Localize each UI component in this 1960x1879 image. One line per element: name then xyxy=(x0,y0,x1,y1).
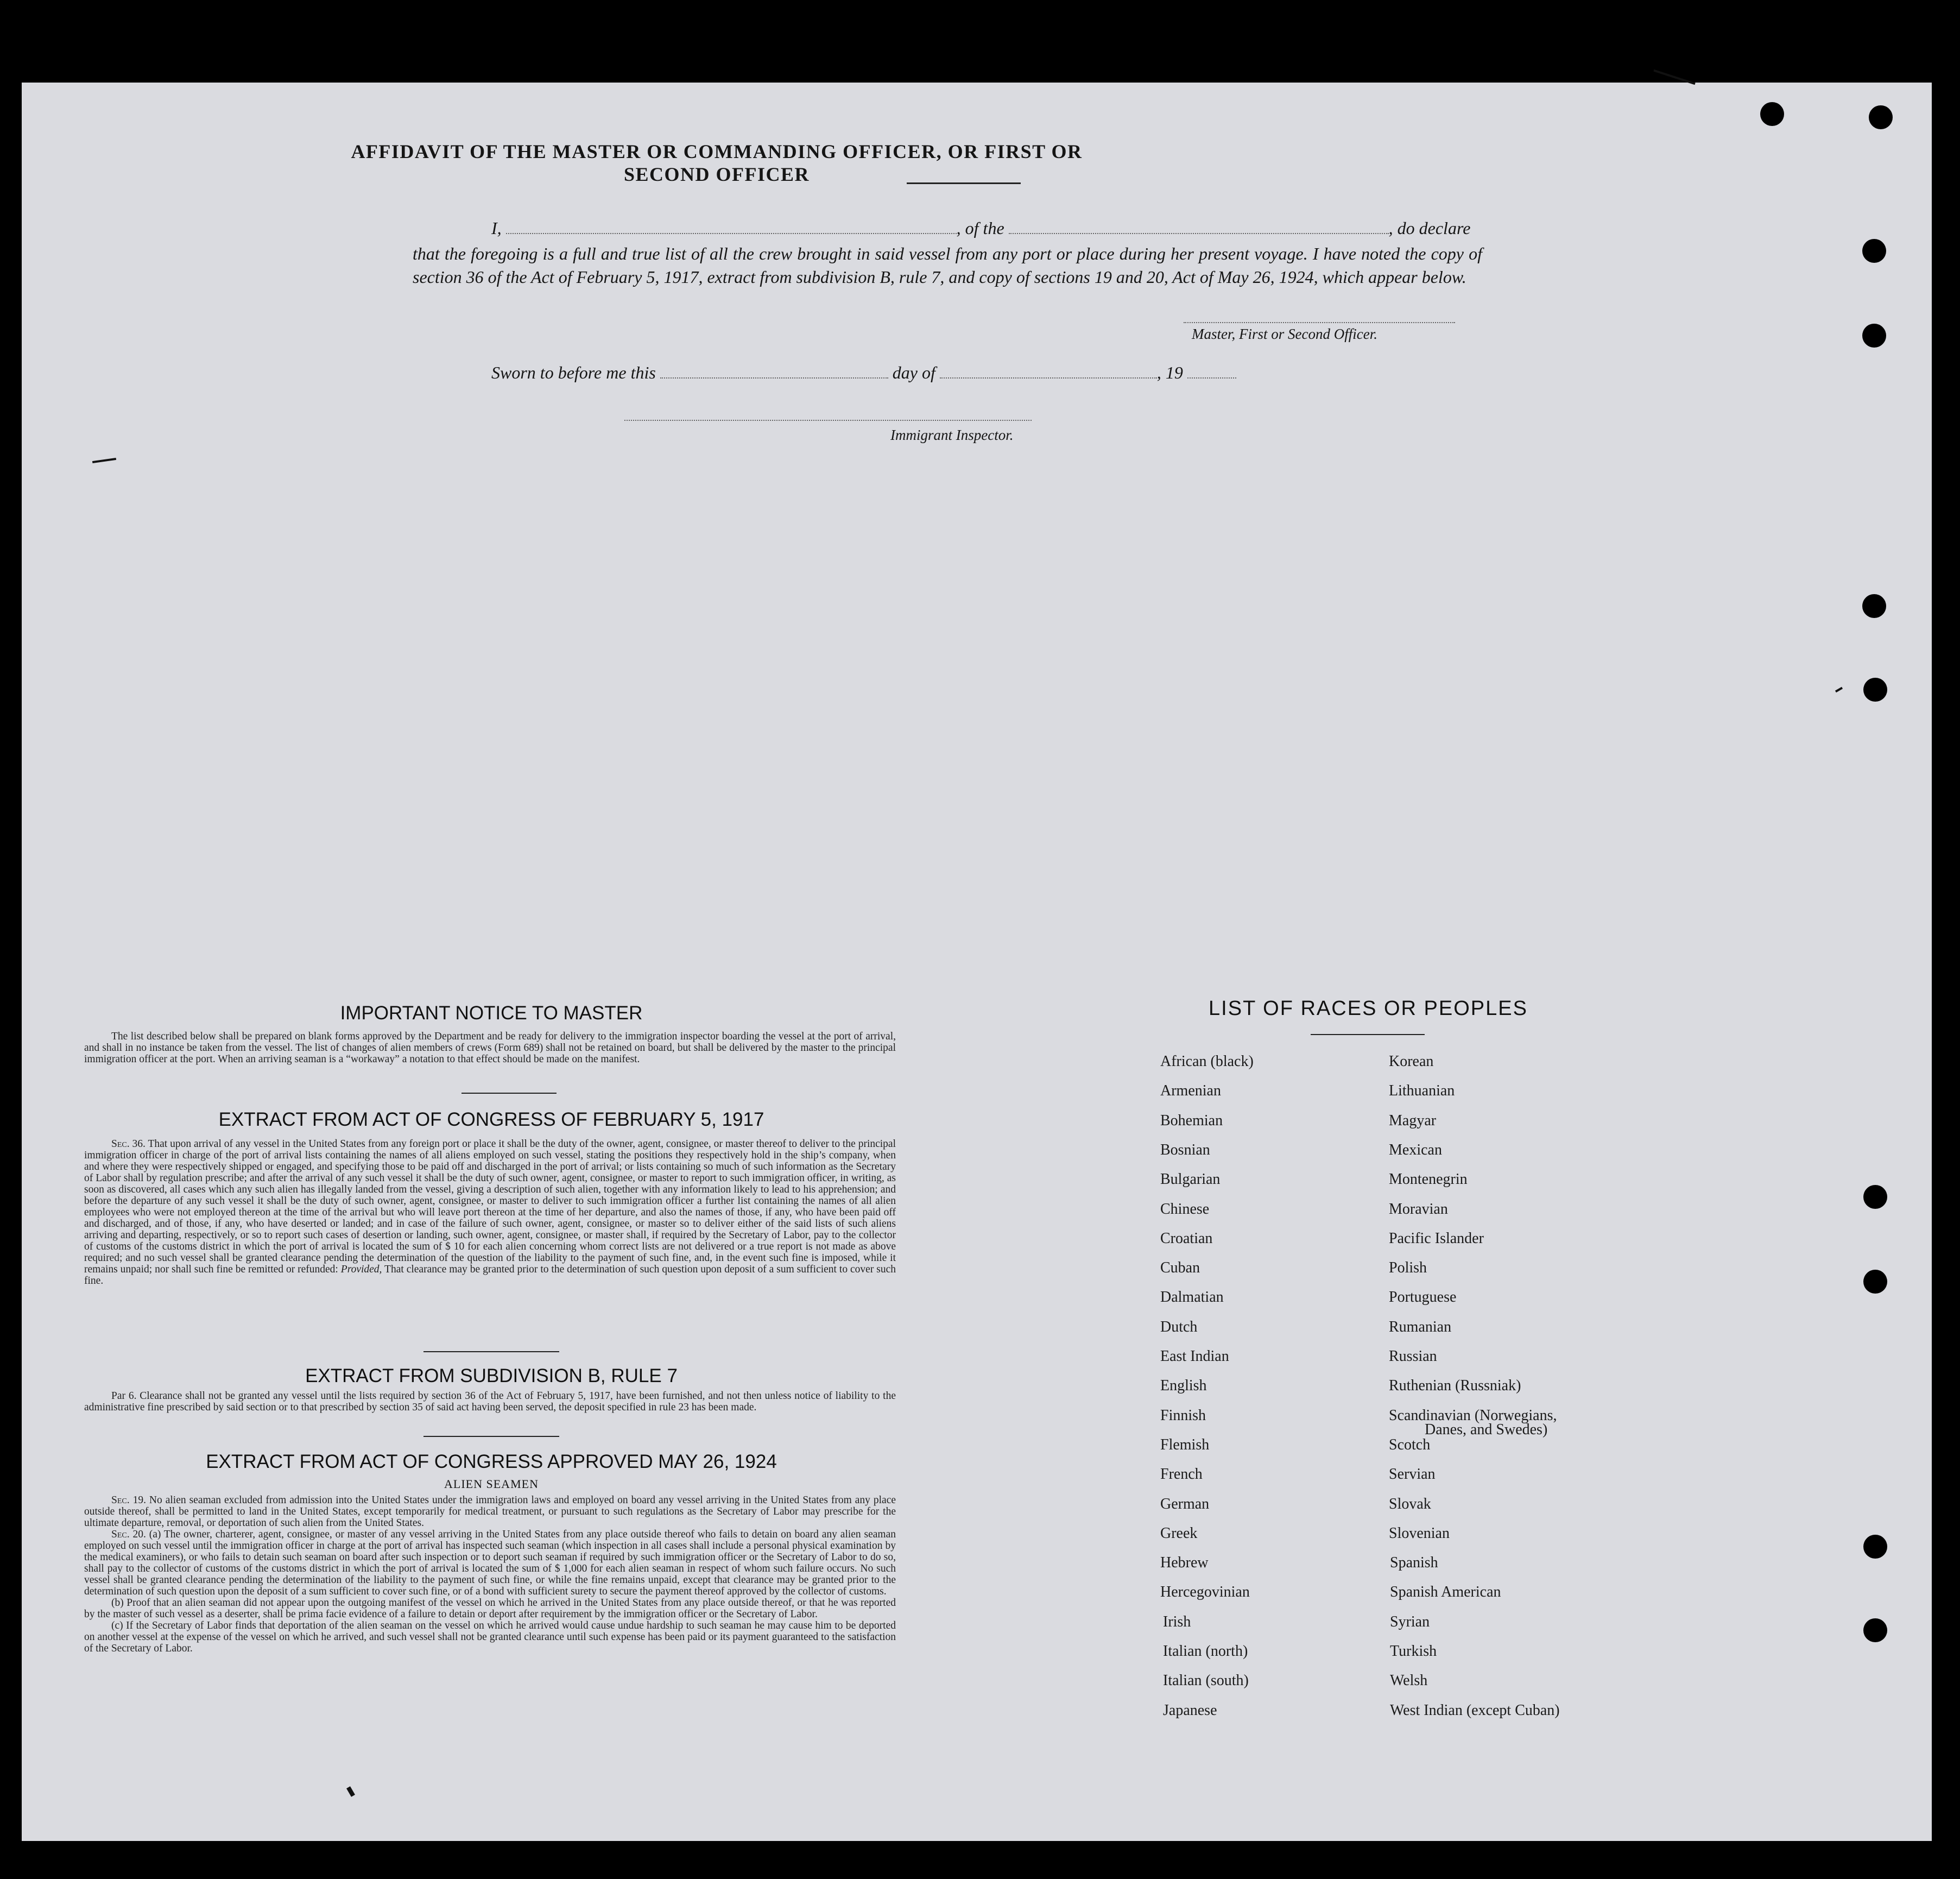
year-blank[interactable] xyxy=(1187,377,1236,379)
alien-seamen-subtitle: ALIEN SEAMEN xyxy=(444,1477,539,1491)
race-item: Armenian xyxy=(1160,1082,1221,1099)
race-item: Montenegrin xyxy=(1389,1171,1468,1188)
race-item: Syrian xyxy=(1390,1613,1430,1630)
sec-label: Sec. xyxy=(111,1529,130,1540)
binder-hole xyxy=(1862,594,1886,618)
extract-rule7-title: EXTRACT FROM SUBDIVISION B, RULE 7 xyxy=(305,1365,678,1386)
race-item: Polish xyxy=(1389,1259,1427,1276)
notice-text xyxy=(84,1031,896,1065)
race-item: Portuguese xyxy=(1389,1289,1457,1306)
sec20a-text: 20. (a) The owner, charterer, agent, consignee, or master of any vessel arriving in the United States from any place outside thereof who fails to detain on board any alien seaman employed on such vessel until the immigration officer in charge at the port of arrival has inspected such seaman (which inspection in all cases shall include a personal physical examination by the medical examiners), or who fails to detain such seaman on board after such inspection or to deport such seaman if required by such immigration officer or the Secretary of Labor to do so, shall pay to the collector of customs of the customs district in which the port of arrival is located the sum of $ 1,000 for each alien seaman in respect of whom such failure occurs. No such vessel shall be granted clearance pending the determination of the liability to the payment of such fine, or while the fine remains unpaid, except that clearance may be granted prior to the determination of such question upon the deposit of a sum sufficient to cover such fine, or of a bond with sufficient surety to secure the payment thereof approved by the collector of customs. xyxy=(84,1529,896,1597)
affidavit-title: AFFIDAVIT OF THE MASTER OR COMMANDING OFFICER, OR FIRST OR SECOND OFFICER xyxy=(351,141,1083,185)
binder-hole xyxy=(1862,324,1886,348)
sec36-text: 36. That upon arrival of any vessel in the United States from any foreign port or place it shall be the duty of the owner, agent, consignee, or master thereof to deliver to the principal immigration officer in charge of the port of arrival lists containing the names of all aliens employed on such vessel, stating the positions they respectively hold in the ship’s company, when and where they were respectively shipped or engaged, and specifying those to be paid off and discharged in the port of arrival; or lists containing so much of such information as the Secretary of Labor shall by regulation prescribe; and after the arrival of any such vessel it shall be the duty of such owner, agent, consignee, or master to report to such immigration officer, in writing, as soon as discovered, all cases which any such alien has illegally landed from the vessel, giving a description of such alien, together with any information likely to lead to his apprehension; and before the departure of any such vessel it shall be the duty of such owner, agent, consignee, or master to deliver to such immigration officer a further list containing the names of all alien employees who were not employed thereon at the time of the arrival but who will leave port thereon at the time of her departure, and also the names of those, if any, who have been paid off and discharged, and of those, if any, who have deserted or landed; and in case of the failure of such owner, agent, consignee, or master so to deliver either of the said lists of such aliens arriving and departing, respectively, or so to report such cases of desertion or landing, such owner, agent, consignee, or master shall, if required by the Secretary of Labor, pay to the collector of customs of the customs district in which the port of arrival is located the sum of $ 10 for each alien concerning whom correct lists are not delivered or a true report is not made as above required; and no such vessel shall be granted clearance pending the determination of the question of the liability to the payment of such fine, and, in the event such fine is imposed, while it remains unpaid; nor shall such fine be remitted or refunded: xyxy=(84,1138,896,1275)
race-item: Italian (south) xyxy=(1163,1672,1249,1689)
race-item: Bulgarian xyxy=(1160,1171,1221,1188)
i-label: I, xyxy=(491,218,502,238)
races-title: LIST OF RACES OR PEOPLES xyxy=(1209,997,1528,1020)
race-item: Scandinavian (Norwegians, xyxy=(1389,1407,1557,1424)
sec19-text: 19. No alien seaman excluded from admission into the United States under the immigration laws and employed on board any vessel arriving in the United States from any place outside thereof, shall be permitted to land in the United States, except temporarily for medical treatment, or pursuant to such regulations as the Secretary of Labor may prescribe for the ultimate departure, removal, or deportation of such alien from the United States. xyxy=(84,1495,896,1529)
race-item: West Indian (except Cuban) xyxy=(1390,1702,1560,1719)
race-item: Greek xyxy=(1160,1525,1198,1542)
race-item: Bohemian xyxy=(1160,1112,1223,1129)
extract-1917-title: EXTRACT FROM ACT OF CONGRESS OF FEBRUARY 5, 1917 xyxy=(218,1109,764,1130)
race-item: Dutch xyxy=(1160,1319,1198,1335)
rule7-paragraph: Par 6. Clearance shall not be granted any vessel until the lists required by section 36 of the Act of February 5, 1917, have been furnished, and not then unless notice of liability to the administrative fine prescribed by said section or to that prescribed by section 35 of said act having been served, the deposit specified in rule 23 has been made. xyxy=(84,1390,896,1413)
race-item: Lithuanian xyxy=(1389,1082,1455,1099)
of-the-label: , of the xyxy=(956,218,1004,238)
race-item: Japanese xyxy=(1163,1702,1217,1719)
race-item: Italian (north) xyxy=(1163,1643,1248,1660)
binder-hole xyxy=(1862,239,1886,263)
section-divider xyxy=(461,1093,557,1094)
master-signature-label: Master, First or Second Officer. xyxy=(1192,326,1377,342)
affidavit-body: that the foregoing is a full and true list of all the crew brought in said vessel from any port or place during her present voyage. I have noted the copy of section 36 of the Act of February 5, 1917, extract from subdivision B, rule 7, and copy of sections 19 and 20, Act of May 26, 1924, which appear below. xyxy=(413,244,1482,287)
binder-hole xyxy=(1863,1535,1887,1559)
extract-1924-text xyxy=(84,1495,896,1654)
day-of-label: day of xyxy=(892,363,935,382)
race-item: Rumanian xyxy=(1389,1319,1452,1335)
binder-hole xyxy=(1863,1618,1887,1642)
sworn-label: Sworn to before me this xyxy=(491,363,656,382)
notice-paragraph: The list described below shall be prepared on blank forms approved by the Department and be ready for delivery to the immigration inspector boarding the vessel at the port of arrival, and shall in no instance be taken from the vessel. The list of changes of alien members of crews (Form 689) shall not be retained on board, but shall be delivered by the master to the principal immigration officer at the port. When an arriving seaman is a “workaway” a notation to that effect should be made on the manifest. xyxy=(84,1031,896,1065)
day-blank[interactable] xyxy=(660,377,888,379)
binder-hole xyxy=(1760,102,1784,126)
extract-1917-text xyxy=(84,1138,896,1287)
section-divider xyxy=(423,1351,559,1352)
race-item: Chinese xyxy=(1160,1201,1210,1218)
race-item: Spanish xyxy=(1390,1554,1438,1571)
race-item: Hebrew xyxy=(1160,1554,1209,1571)
race-item: Servian xyxy=(1389,1466,1436,1483)
extract-rule7-text xyxy=(84,1390,896,1413)
sworn-line xyxy=(491,363,1236,383)
binder-hole xyxy=(1863,1270,1887,1294)
year-label: , 19 xyxy=(1156,363,1183,382)
sec-label: Sec. xyxy=(111,1495,130,1506)
race-item: Slovak xyxy=(1389,1496,1431,1512)
binder-hole xyxy=(1863,678,1887,702)
title-divider xyxy=(907,182,1021,184)
race-item: Irish xyxy=(1163,1613,1191,1630)
race-item: Dalmatian xyxy=(1160,1289,1224,1306)
month-blank[interactable] xyxy=(940,377,1157,379)
affidavit-line1 xyxy=(491,218,1470,238)
race-item: Finnish xyxy=(1160,1407,1206,1424)
race-item: Hercegovinian xyxy=(1160,1584,1250,1600)
do-declare-label: , do declare xyxy=(1388,218,1471,238)
sec36-text-end: That clearance may be granted prior to the determination of such question upon deposit of a sum sufficient to cover such fine. xyxy=(84,1264,896,1287)
sec20c-paragraph: (c) If the Secretary of Labor finds that deportation of the alien seaman on the vessel on which he arrived would cause undue hardship to such seaman he may cause him to be deported on another vessel at the expense of the vessel on which he arrived, and such vessel shall not be granted clearance until such expense has been paid or its payment guaranteed to the satisfaction of the Secretary of Labor. xyxy=(84,1620,896,1654)
inspector-signature-label: Immigrant Inspector. xyxy=(890,427,1014,443)
race-item: Danes, and Swedes) xyxy=(1425,1421,1548,1438)
name-blank[interactable] xyxy=(506,232,957,234)
sec-label: Sec. xyxy=(111,1138,130,1150)
race-item: Korean xyxy=(1389,1053,1434,1070)
sec36-paragraph xyxy=(84,1138,896,1287)
races-divider xyxy=(1311,1034,1425,1035)
race-item: Turkish xyxy=(1390,1643,1437,1660)
race-item: Bosnian xyxy=(1160,1142,1210,1158)
notice-title: IMPORTANT NOTICE TO MASTER xyxy=(340,1002,643,1024)
race-item: Flemish xyxy=(1160,1436,1210,1453)
race-item: English xyxy=(1160,1377,1207,1394)
vessel-blank[interactable] xyxy=(1009,232,1389,234)
binder-hole xyxy=(1869,105,1893,129)
sec20b-paragraph: (b) Proof that an alien seaman did not appear upon the outgoing manifest of the vessel on which he arrived in the United States from any place outside thereof, or that he was reported by the master of such vessel as a deserter, shall be prima facie evidence of a failure to detain or deport after requirement by the immigration officer or the Secretary of Labor. xyxy=(84,1597,896,1620)
race-item: Cuban xyxy=(1160,1259,1200,1276)
provided-label: Provided, xyxy=(340,1264,382,1275)
sec19-paragraph xyxy=(84,1495,896,1529)
race-item: Croatian xyxy=(1160,1230,1213,1247)
race-item: Ruthenian (Russniak) xyxy=(1389,1377,1521,1394)
section-divider xyxy=(423,1436,559,1437)
race-item: Scotch xyxy=(1389,1436,1431,1453)
race-item: Magyar xyxy=(1389,1112,1437,1129)
race-item: French xyxy=(1160,1466,1203,1483)
race-item: East Indian xyxy=(1160,1348,1229,1365)
master-signature-blank[interactable] xyxy=(1184,321,1455,323)
binder-hole xyxy=(1863,1185,1887,1209)
race-item: Spanish American xyxy=(1390,1584,1501,1600)
race-item: African (black) xyxy=(1160,1053,1254,1070)
race-item: Welsh xyxy=(1390,1672,1428,1689)
race-item: Pacific Islander xyxy=(1389,1230,1484,1247)
race-item: German xyxy=(1160,1496,1210,1512)
sec20a-paragraph xyxy=(84,1529,896,1597)
race-item: Slovenian xyxy=(1389,1525,1450,1542)
race-item: Moravian xyxy=(1389,1201,1448,1218)
extract-1924-title: EXTRACT FROM ACT OF CONGRESS APPROVED MAY 26, 1924 xyxy=(206,1451,777,1472)
race-item: Mexican xyxy=(1389,1142,1442,1158)
race-item: Russian xyxy=(1389,1348,1437,1365)
inspector-signature-blank[interactable] xyxy=(624,419,1032,421)
